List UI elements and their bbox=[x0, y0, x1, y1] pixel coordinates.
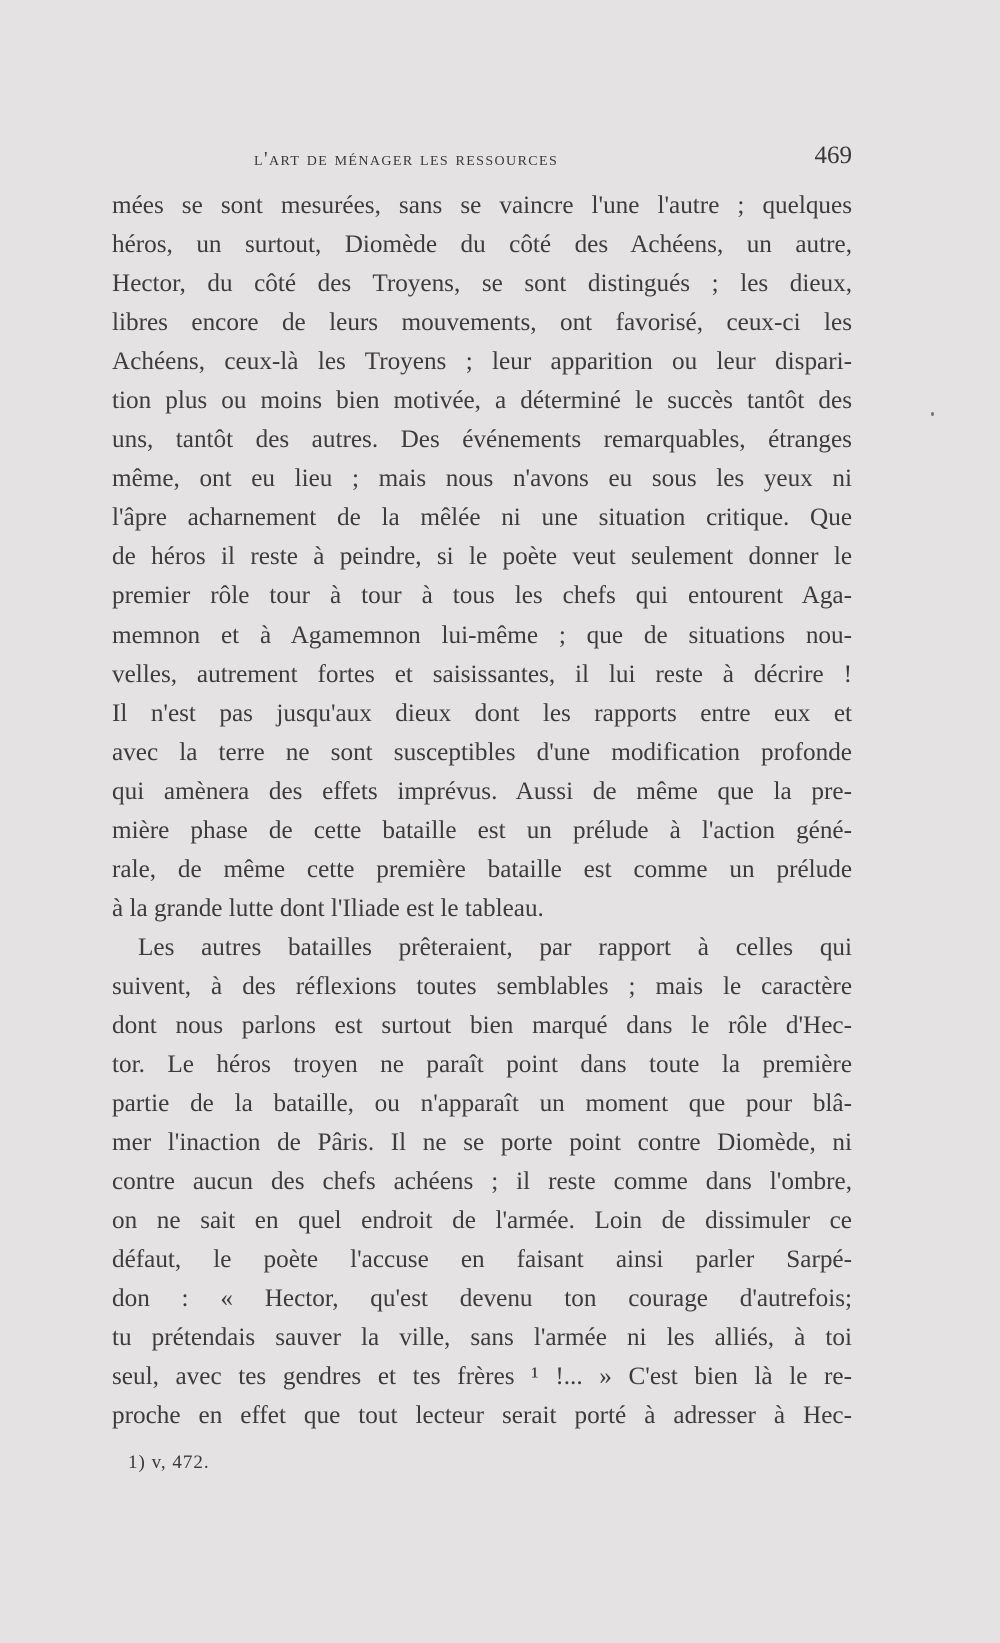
text-line: seul, avec tes gendres et tes frères ¹ !... » C'est bien là le re- bbox=[112, 1363, 852, 1391]
page-number: 469 bbox=[814, 142, 852, 169]
text-line: de héros il reste à peindre, si le poète veut seulement donner le bbox=[112, 543, 852, 571]
text-line: libres encore de leurs mouvements, ont favorisé, ceux-ci les bbox=[112, 309, 852, 337]
body-text bbox=[112, 186, 852, 1436]
text-line: proche en effet que tout lecteur serait porté à adresser à Hec- bbox=[112, 1402, 852, 1430]
text-line: on ne sait en quel endroit de l'armée. Loin de dissimuler ce bbox=[112, 1207, 852, 1235]
text-line: Achéens, ceux-là les Troyens ; leur apparition ou leur dispari- bbox=[112, 348, 852, 376]
text-line: rale, de même cette première bataille est comme un prélude bbox=[112, 855, 852, 883]
text-line: à la grande lutte dont l'Iliade est le tableau. bbox=[112, 894, 544, 922]
text-line: velles, autrement fortes et saisissantes, il lui reste à décrire ! bbox=[112, 660, 852, 688]
footnote: 1) v, 472. bbox=[128, 1452, 210, 1473]
text-line: mées se sont mesurées, sans se vaincre l'une l'autre ; quelques bbox=[112, 192, 852, 219]
text-line: premier rôle tour à tour à tous les chefs qui entourent Aga- bbox=[112, 582, 852, 610]
text-line: même, ont eu lieu ; mais nous n'avons eu sous les yeux ni bbox=[112, 465, 852, 493]
text-line: don : « Hector, qu'est devenu ton courage d'autrefois; bbox=[112, 1285, 852, 1313]
text-line: Les autres batailles prêteraient, par rapport à celles qui bbox=[138, 933, 852, 961]
text-line: mer l'inaction de Pâris. Il ne se porte point contre Diomède, ni bbox=[112, 1129, 852, 1157]
text-line: dont nous parlons est surtout bien marqué dans le rôle d'Hec- bbox=[112, 1011, 852, 1039]
paragraph bbox=[112, 928, 852, 1436]
running-title: l'art de ménager les ressources bbox=[254, 148, 559, 170]
text-line: qui amènera des effets imprévus. Aussi de même que la pre- bbox=[112, 777, 852, 805]
text-line: Hector, du côté des Troyens, se sont distingués ; les dieux, bbox=[112, 270, 852, 298]
paragraph bbox=[112, 186, 852, 928]
text-line: partie de la bataille, ou n'apparaît un moment que pour blâ- bbox=[112, 1090, 852, 1118]
text-line: suivent, à des réflexions toutes semblables ; mais le caractère bbox=[112, 972, 852, 1000]
text-line: tion plus ou moins bien motivée, a déterminé le succès tantôt des bbox=[112, 387, 852, 415]
text-line: défaut, le poète l'accuse en faisant ainsi parler Sarpé- bbox=[112, 1246, 852, 1274]
text-line: tu prétendais sauver la ville, sans l'armée ni les alliés, à toi bbox=[112, 1324, 852, 1352]
paper-speck bbox=[931, 412, 934, 416]
text-line: héros, un surtout, Diomède du côté des Achéens, un autre, bbox=[112, 231, 852, 259]
text-line: memnon et à Agamemnon lui-même ; que de situations nou- bbox=[112, 621, 852, 649]
text-line: avec la terre ne sont susceptibles d'une modification profonde bbox=[112, 738, 852, 766]
text-line: l'âpre acharnement de la mêlée ni une situation critique. Que bbox=[112, 504, 852, 532]
text-line: contre aucun des chefs achéens ; il reste comme dans l'ombre, bbox=[112, 1168, 852, 1196]
text-line: tor. Le héros troyen ne paraît point dans toute la première bbox=[112, 1051, 852, 1079]
running-head bbox=[112, 142, 852, 176]
text-line: Il n'est pas jusqu'aux dieux dont les rapports entre eux et bbox=[112, 699, 852, 727]
text-line: uns, tantôt des autres. Des événements remarquables, étranges bbox=[112, 426, 852, 454]
text-line: mière phase de cette bataille est un prélude à l'action géné- bbox=[112, 816, 852, 844]
